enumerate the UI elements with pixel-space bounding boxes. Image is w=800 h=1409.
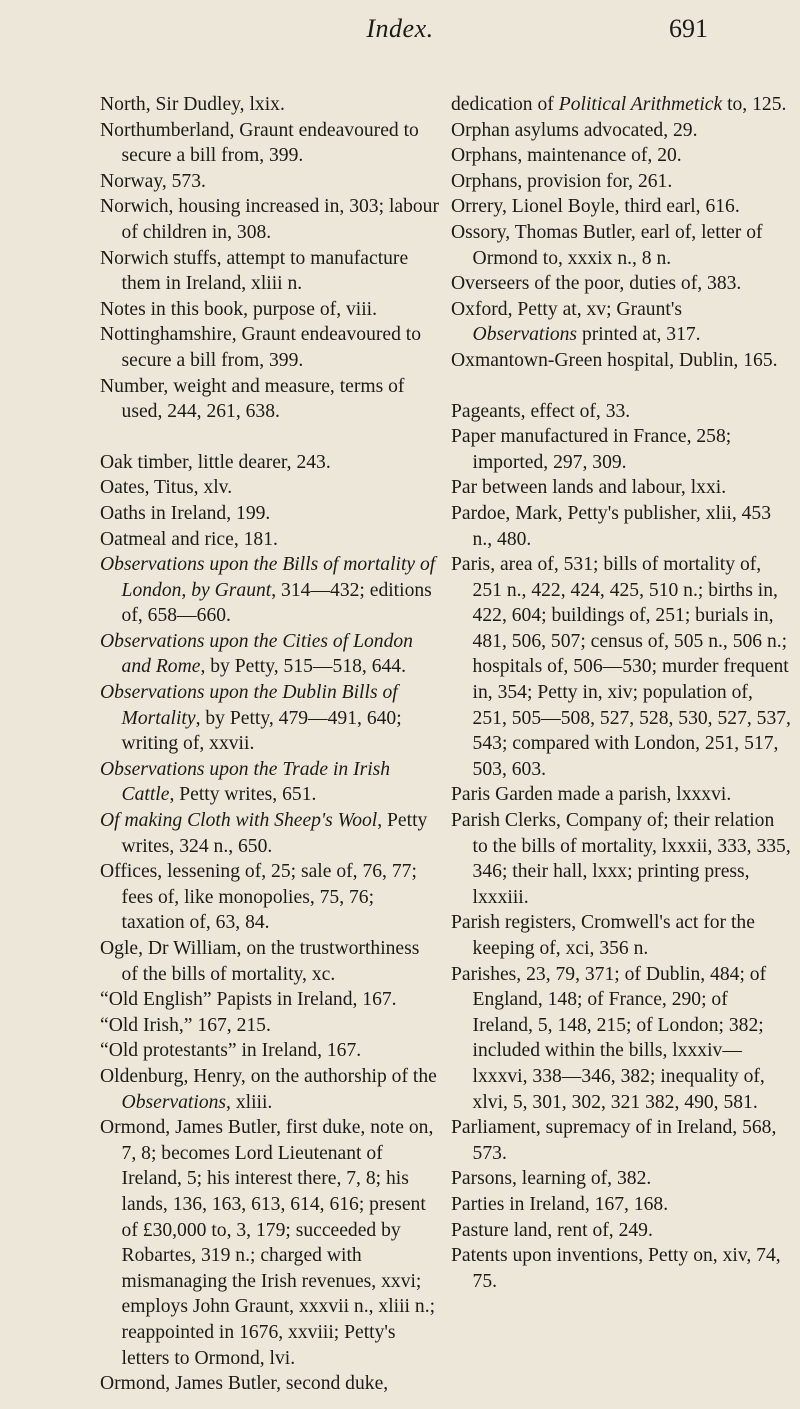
index-entry: Pasture land, rent of, 249. [451, 1219, 653, 1241]
index-entry: Observations upon the Trade in Irish Cattle, Petty writes, 651. [100, 758, 391, 806]
index-column-right [451, 92, 791, 1294]
index-entry: Ossory, Thomas Butler, earl of, letter of Ormond to, xxxix n., 8 n. [451, 221, 763, 269]
index-entry: Parish Clerks, Company of; their relation to the bills of mortality, lxxxii, 333, 335, 346; their hall, lxxx; printing press, lxxxiii. [451, 810, 791, 908]
index-entry: Offices, lessening of, 25; sale of, 76, 77; fees of, like monopolies, 75, 76; taxation of, 63, 84. [100, 861, 417, 934]
index-column-left [100, 92, 440, 1397]
index-entry: Ormond, James Butler, second duke, [100, 1373, 389, 1395]
index-entry: Observations upon the Bills of mortality of London, by Graunt, 314—432; editions of, 658—660. [100, 554, 436, 627]
index-entry: Parties in Ireland, 167, 168. [451, 1193, 669, 1215]
index-entry: Orphan asylums advocated, 29. [451, 119, 698, 141]
index-entry: Observations upon the Dublin Bills of Mortality, by Petty, 479—491, 640; writing of, xxvii. [100, 682, 402, 755]
index-entry: Pardoe, Mark, Petty's publisher, xlii, 453 n., 480. [451, 502, 772, 550]
index-entry: Norwich stuffs, attempt to manufacture them in Ireland, xliii n. [100, 247, 409, 295]
index-entry: Notes in this book, purpose of, viii. [100, 298, 378, 320]
letter-section-gap [451, 374, 791, 399]
index-entry: Oaths in Ireland, 199. [100, 502, 271, 524]
index-entry: Ormond, James Butler, first duke, note on, 7, 8; becomes Lord Lieutenant of Ireland, 5; his interest there, 7, 8; his lands, 136, 163, 613, 614, 616; present of £30,000 to, 3, 179; succeeded by Robartes, 319 n.; charged with mismanaging the Irish revenues, xxvi; employs John Graunt, xxxvii n., xliii n.; reappointed in 1676, xxviii; Petty's letters to Ormond, lvi. [100, 1117, 436, 1369]
index-entry: Orphans, maintenance of, 20. [451, 145, 682, 167]
index-entry: Norway, 573. [100, 170, 206, 192]
letter-section-gap [100, 425, 440, 450]
index-entry: Paper manufactured in France, 258; imported, 297, 309. [451, 426, 732, 473]
page-number: 691 [669, 14, 708, 43]
index-entry: Paris, area of, 531; bills of mortality of, 251 n., 422, 424, 425, 510 n.; births in, 422, 604; buildings of, 251; burials in, 481, 506, 507; census of, 505 n., 506 n.; hospitals of, 506—530; murder frequent in, 354; Petty in, xiv; population of, 251, 505—508, 527, 528, 530, 527, 537, 543; compared with London, 251, 517, 503, 603. [451, 554, 791, 780]
index-entry: Parsons, learning of, 382. [451, 1168, 652, 1190]
index-entry: Number, weight and measure, terms of used, 244, 261, 638. [100, 375, 405, 423]
index-entry: Parliament, supremacy of in Ireland, 568, 573. [451, 1117, 777, 1164]
index-entry: Norwich, housing increased in, 303; labour of children in, 308. [100, 196, 440, 243]
index-entry: dedication of Political Arithmetick to, 125. [451, 94, 787, 115]
index-entry: “Old English” Papists in Ireland, 167. [100, 989, 397, 1011]
index-entry: Orrery, Lionel Boyle, third earl, 616. [451, 196, 740, 218]
index-entry: Oatmeal and rice, 181. [100, 528, 278, 550]
index-entry: Par between lands and labour, lxxi. [451, 477, 727, 499]
index-entry: Northumberland, Graunt endeavoured to secure a bill from, 399. [100, 119, 419, 167]
index-entry: “Old protestants” in Ireland, 167. [100, 1040, 362, 1062]
index-entry: North, Sir Dudley, lxix. [100, 94, 285, 115]
index-entry: Parish registers, Cromwell's act for the keeping of, xci, 356 n. [451, 912, 755, 959]
index-entry: Overseers of the poor, duties of, 383. [451, 273, 742, 295]
index-entry: Of making Cloth with Sheep's Wool, Petty writes, 324 n., 650. [100, 810, 428, 857]
index-entry: Patents upon inventions, Petty on, xiv, 74, 75. [451, 1245, 781, 1292]
index-entry: Observations upon the Cities of London and Rome, by Petty, 515—518, 644. [100, 630, 413, 678]
index-entry: “Old Irish,” 167, 215. [100, 1014, 271, 1036]
running-title: Index. [366, 14, 434, 43]
index-entry: Pageants, effect of, 33. [451, 400, 631, 422]
index-entry: Paris Garden made a parish, lxxxvi. [451, 784, 732, 806]
index-entry: Oxford, Petty at, xv; Graunt's Observations printed at, 317. [451, 298, 701, 346]
index-entry: Oates, Titus, xlv. [100, 477, 233, 499]
index-entry: Oak timber, little dearer, 243. [100, 451, 331, 473]
index-entry: Oldenburg, Henry, on the authorship of the Observations, xliii. [100, 1065, 437, 1113]
index-entry: Nottinghamshire, Graunt endeavoured to secure a bill from, 399. [100, 324, 422, 371]
index-entry: Ogle, Dr William, on the trustworthiness of the bills of mortality, xc. [100, 938, 420, 985]
index-entry: Orphans, provision for, 261. [451, 170, 673, 192]
page-header [0, 14, 800, 54]
index-entry: Oxmantown-Green hospital, Dublin, 165. [451, 349, 778, 371]
index-entry: Parishes, 23, 79, 371; of Dublin, 484; of England, 148; of France, 290; of Ireland, 5, 148, 215; of London; 382; included within the bills, lxxxiv—lxxxvi, 338—346, 382; inequality of, xlvi, 5, 301, 302, 321 382, 490, 581. [451, 963, 767, 1113]
